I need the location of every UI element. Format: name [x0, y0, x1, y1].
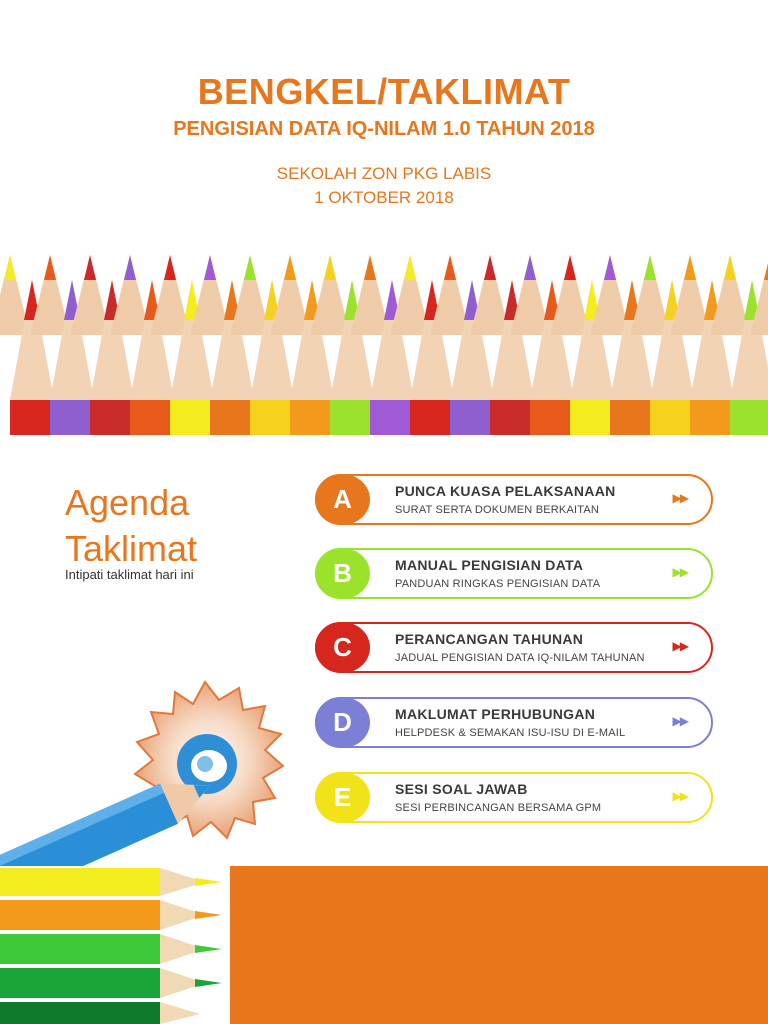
- agenda-title: [65, 480, 197, 572]
- item-title: SESI SOAL JAWAB: [395, 781, 528, 797]
- agenda-item-e[interactable]: [315, 772, 713, 823]
- agenda-item-c[interactable]: [315, 622, 713, 673]
- double-arrow-icon: ▶▶: [672, 565, 687, 579]
- item-description: SURAT SERTA DOKUMEN BERKAITAN: [395, 504, 600, 516]
- sharpened-pencil-image: [0, 670, 300, 870]
- event-date: 1 OKTOBER 2018: [314, 188, 454, 207]
- crayons-image: [0, 866, 230, 1024]
- school-name: SEKOLAH ZON PKG LABIS: [276, 164, 492, 183]
- letter-badge: A: [315, 474, 370, 525]
- double-arrow-icon: ▶▶: [672, 789, 687, 803]
- double-arrow-icon: ▶▶: [672, 714, 687, 728]
- agenda-item-b[interactable]: [315, 548, 713, 599]
- item-description: HELPDESK & SEMAKAN ISU-ISU DI E-MAIL: [395, 727, 626, 739]
- agenda-item-d[interactable]: [315, 697, 713, 748]
- letter-badge: E: [315, 772, 370, 823]
- title-block: [0, 70, 768, 210]
- item-description: SESI PERBINCANGAN BERSAMA GPM: [395, 802, 602, 814]
- main-title: BENGKEL/TAKLIMAT: [197, 71, 571, 112]
- double-arrow-icon: ▶▶: [672, 639, 687, 653]
- letter-badge: C: [315, 622, 370, 673]
- item-title: PERANCANGAN TAHUNAN: [395, 631, 584, 647]
- item-title: PUNCA KUASA PELAKSANAAN: [395, 483, 616, 499]
- colored-pencils-image: [0, 250, 768, 435]
- agenda-title-line2: Taklimat: [65, 528, 198, 569]
- agenda-item-a[interactable]: [315, 474, 713, 525]
- letter-badge: B: [315, 548, 370, 599]
- agenda-title-line1: Agenda: [65, 482, 190, 523]
- item-title: MAKLUMAT PERHUBUNGAN: [395, 706, 596, 722]
- double-arrow-icon: ▶▶: [672, 491, 687, 505]
- agenda-subtitle: Intipati taklimat hari ini: [65, 567, 194, 582]
- item-description: PANDUAN RINGKAS PENGISIAN DATA: [395, 578, 601, 590]
- sub-title: PENGISIAN DATA IQ-NILAM 1.0 TAHUN 2018: [173, 118, 595, 140]
- item-title: MANUAL PENGISIAN DATA: [395, 557, 584, 573]
- letter-badge: D: [315, 697, 370, 748]
- item-description: JADUAL PENGISIAN DATA IQ-NILAM TAHUNAN: [395, 652, 645, 664]
